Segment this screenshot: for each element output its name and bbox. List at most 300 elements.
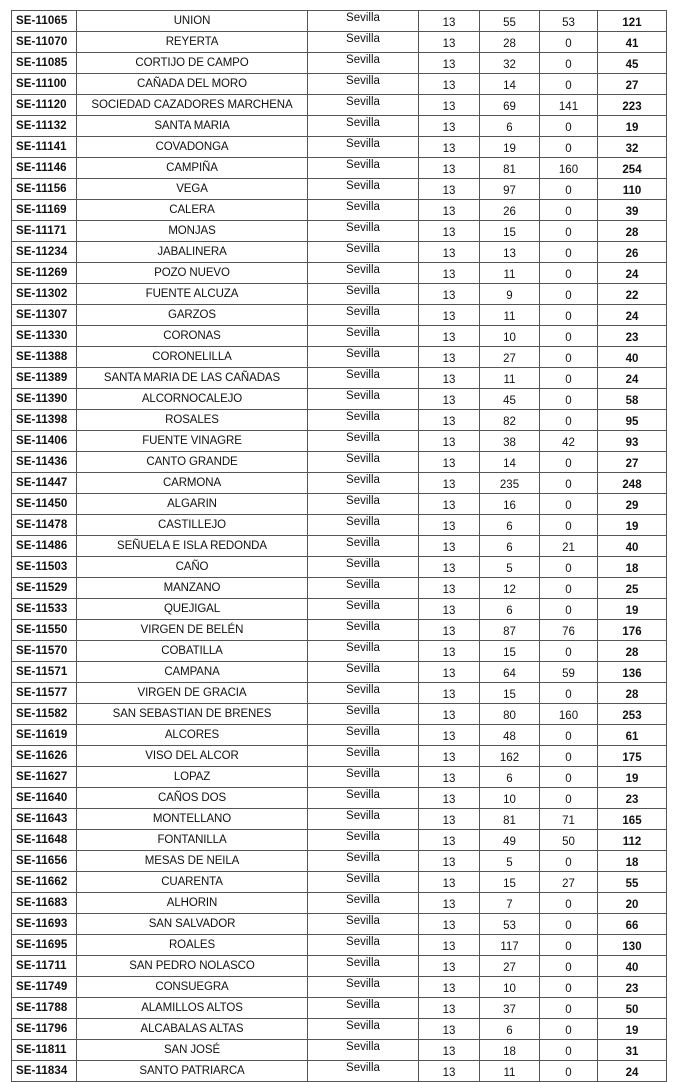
column-5-value: 117: [480, 935, 540, 956]
column-6-value: 141: [540, 95, 598, 116]
table-row: [12, 326, 667, 347]
table-row: [12, 977, 667, 998]
column-6-value: 0: [540, 557, 598, 578]
table-row: [12, 158, 667, 179]
area-code: SE-11571: [12, 662, 77, 683]
hunting-areas-table: [11, 10, 667, 1082]
column-4-value: 13: [419, 872, 480, 893]
column-5-value: 97: [480, 179, 540, 200]
total-value: 20: [598, 893, 667, 914]
area-name: CARMONA: [77, 473, 308, 494]
column-6-value: 0: [540, 893, 598, 914]
column-6-value: 0: [540, 347, 598, 368]
column-6-value: 0: [540, 32, 598, 53]
column-4-value: 13: [419, 53, 480, 74]
area-name: CAÑADA DEL MORO: [77, 74, 308, 95]
province: Sevilla: [308, 158, 419, 179]
table-row: [12, 431, 667, 452]
column-6-value: 0: [540, 410, 598, 431]
column-6-value: 0: [540, 284, 598, 305]
province: Sevilla: [308, 536, 419, 557]
table-row: [12, 389, 667, 410]
column-5-value: 64: [480, 662, 540, 683]
province: Sevilla: [308, 683, 419, 704]
column-4-value: 13: [419, 1019, 480, 1040]
table-row: [12, 11, 667, 32]
table-row: [12, 32, 667, 53]
province: Sevilla: [308, 578, 419, 599]
total-value: 176: [598, 620, 667, 641]
column-4-value: 13: [419, 956, 480, 977]
province: Sevilla: [308, 515, 419, 536]
column-6-value: 0: [540, 389, 598, 410]
province: Sevilla: [308, 620, 419, 641]
area-name: FUENTE ALCUZA: [77, 284, 308, 305]
column-4-value: 13: [419, 1061, 480, 1082]
column-5-value: 16: [480, 494, 540, 515]
total-value: 66: [598, 914, 667, 935]
total-value: 136: [598, 662, 667, 683]
table-row: [12, 704, 667, 725]
province: Sevilla: [308, 368, 419, 389]
column-4-value: 13: [419, 32, 480, 53]
column-4-value: 13: [419, 263, 480, 284]
province: Sevilla: [308, 662, 419, 683]
area-code: SE-11796: [12, 1019, 77, 1040]
table-row: [12, 95, 667, 116]
column-5-value: 45: [480, 389, 540, 410]
table-row: [12, 935, 667, 956]
column-5-value: 10: [480, 788, 540, 809]
column-6-value: 0: [540, 788, 598, 809]
column-6-value: 71: [540, 809, 598, 830]
total-value: 19: [598, 767, 667, 788]
column-6-value: 21: [540, 536, 598, 557]
total-value: 18: [598, 557, 667, 578]
column-5-value: 49: [480, 830, 540, 851]
column-5-value: 6: [480, 1019, 540, 1040]
area-code: SE-11307: [12, 305, 77, 326]
area-code: SE-11582: [12, 704, 77, 725]
province: Sevilla: [308, 788, 419, 809]
area-name: SAN SALVADOR: [77, 914, 308, 935]
table-row: [12, 1040, 667, 1061]
area-code: SE-11656: [12, 851, 77, 872]
area-code: SE-11577: [12, 683, 77, 704]
total-value: 22: [598, 284, 667, 305]
table-row: [12, 578, 667, 599]
table-row: [12, 851, 667, 872]
column-4-value: 13: [419, 788, 480, 809]
column-5-value: 55: [480, 11, 540, 32]
column-4-value: 13: [419, 515, 480, 536]
column-5-value: 53: [480, 914, 540, 935]
column-6-value: 0: [540, 1019, 598, 1040]
total-value: 25: [598, 578, 667, 599]
column-6-value: 76: [540, 620, 598, 641]
column-4-value: 13: [419, 200, 480, 221]
province: Sevilla: [308, 767, 419, 788]
province: Sevilla: [308, 725, 419, 746]
column-6-value: 0: [540, 746, 598, 767]
area-name: REYERTA: [77, 32, 308, 53]
area-code: SE-11085: [12, 53, 77, 74]
area-name: CORONAS: [77, 326, 308, 347]
area-name: SANTA MARIA DE LAS CAÑADAS: [77, 368, 308, 389]
column-5-value: 32: [480, 53, 540, 74]
area-code: SE-11398: [12, 410, 77, 431]
column-6-value: 0: [540, 116, 598, 137]
column-5-value: 6: [480, 599, 540, 620]
area-name: SANTA MARIA: [77, 116, 308, 137]
table-row: [12, 641, 667, 662]
column-5-value: 6: [480, 116, 540, 137]
province: Sevilla: [308, 914, 419, 935]
table-row: [12, 515, 667, 536]
area-code: SE-11436: [12, 452, 77, 473]
column-5-value: 235: [480, 473, 540, 494]
province: Sevilla: [308, 32, 419, 53]
column-5-value: 14: [480, 74, 540, 95]
table-row: [12, 809, 667, 830]
total-value: 24: [598, 368, 667, 389]
column-6-value: 0: [540, 473, 598, 494]
column-5-value: 82: [480, 410, 540, 431]
column-6-value: 0: [540, 305, 598, 326]
total-value: 26: [598, 242, 667, 263]
column-5-value: 37: [480, 998, 540, 1019]
column-6-value: 0: [540, 914, 598, 935]
column-6-value: 0: [540, 851, 598, 872]
column-6-value: 0: [540, 956, 598, 977]
area-name: COBATILLA: [77, 641, 308, 662]
area-code: SE-11811: [12, 1040, 77, 1061]
total-value: 27: [598, 452, 667, 473]
area-code: SE-11643: [12, 809, 77, 830]
area-name: CAMPIÑA: [77, 158, 308, 179]
column-6-value: 0: [540, 767, 598, 788]
province: Sevilla: [308, 326, 419, 347]
area-code: SE-11120: [12, 95, 77, 116]
area-name: CANTO GRANDE: [77, 452, 308, 473]
table-row: [12, 830, 667, 851]
total-value: 175: [598, 746, 667, 767]
column-6-value: 0: [540, 494, 598, 515]
column-6-value: 0: [540, 977, 598, 998]
column-6-value: 53: [540, 11, 598, 32]
total-value: 24: [598, 263, 667, 284]
area-name: FUENTE VINAGRE: [77, 431, 308, 452]
total-value: 112: [598, 830, 667, 851]
column-6-value: 59: [540, 662, 598, 683]
total-value: 29: [598, 494, 667, 515]
total-value: 254: [598, 158, 667, 179]
area-code: SE-11662: [12, 872, 77, 893]
total-value: 130: [598, 935, 667, 956]
area-code: SE-11503: [12, 557, 77, 578]
total-value: 45: [598, 53, 667, 74]
column-5-value: 11: [480, 368, 540, 389]
table-row: [12, 347, 667, 368]
column-5-value: 18: [480, 1040, 540, 1061]
total-value: 23: [598, 977, 667, 998]
total-value: 50: [598, 998, 667, 1019]
area-code: SE-11390: [12, 389, 77, 410]
province: Sevilla: [308, 179, 419, 200]
area-name: VIRGEN DE BELÉN: [77, 620, 308, 641]
area-name: ALCORES: [77, 725, 308, 746]
area-name: ALAMILLOS ALTOS: [77, 998, 308, 1019]
column-4-value: 13: [419, 305, 480, 326]
column-5-value: 13: [480, 242, 540, 263]
column-5-value: 81: [480, 158, 540, 179]
column-4-value: 13: [419, 368, 480, 389]
area-name: ALHORIN: [77, 893, 308, 914]
column-5-value: 6: [480, 767, 540, 788]
area-code: SE-11627: [12, 767, 77, 788]
area-code: SE-11533: [12, 599, 77, 620]
column-5-value: 162: [480, 746, 540, 767]
column-5-value: 87: [480, 620, 540, 641]
province: Sevilla: [308, 809, 419, 830]
province: Sevilla: [308, 263, 419, 284]
column-4-value: 13: [419, 662, 480, 683]
column-6-value: 0: [540, 935, 598, 956]
area-code: SE-11389: [12, 368, 77, 389]
area-name: CAMPANA: [77, 662, 308, 683]
column-5-value: 48: [480, 725, 540, 746]
total-value: 19: [598, 515, 667, 536]
column-5-value: 15: [480, 641, 540, 662]
table-row: [12, 557, 667, 578]
area-name: MONTELLANO: [77, 809, 308, 830]
area-name: QUEJIGAL: [77, 599, 308, 620]
total-value: 19: [598, 1019, 667, 1040]
column-6-value: 160: [540, 704, 598, 725]
column-5-value: 28: [480, 32, 540, 53]
table-row: [12, 536, 667, 557]
area-name: VIRGEN DE GRACIA: [77, 683, 308, 704]
table-row: [12, 914, 667, 935]
province: Sevilla: [308, 305, 419, 326]
column-4-value: 13: [419, 494, 480, 515]
total-value: 95: [598, 410, 667, 431]
province: Sevilla: [308, 998, 419, 1019]
column-6-value: 42: [540, 431, 598, 452]
total-value: 39: [598, 200, 667, 221]
total-value: 110: [598, 179, 667, 200]
area-code: SE-11478: [12, 515, 77, 536]
column-4-value: 13: [419, 74, 480, 95]
table-row: [12, 767, 667, 788]
column-4-value: 13: [419, 116, 480, 137]
column-6-value: 0: [540, 725, 598, 746]
column-6-value: 0: [540, 53, 598, 74]
table-row: [12, 137, 667, 158]
column-4-value: 13: [419, 431, 480, 452]
column-4-value: 13: [419, 389, 480, 410]
area-name: MANZANO: [77, 578, 308, 599]
province: Sevilla: [308, 977, 419, 998]
total-value: 27: [598, 74, 667, 95]
column-5-value: 38: [480, 431, 540, 452]
province: Sevilla: [308, 11, 419, 32]
province: Sevilla: [308, 452, 419, 473]
area-code: SE-11447: [12, 473, 77, 494]
column-4-value: 13: [419, 95, 480, 116]
column-4-value: 13: [419, 809, 480, 830]
area-code: SE-11619: [12, 725, 77, 746]
column-4-value: 13: [419, 746, 480, 767]
total-value: 28: [598, 683, 667, 704]
province: Sevilla: [308, 95, 419, 116]
column-6-value: 0: [540, 1040, 598, 1061]
area-code: SE-11711: [12, 956, 77, 977]
total-value: 19: [598, 116, 667, 137]
column-6-value: 0: [540, 683, 598, 704]
area-code: SE-11100: [12, 74, 77, 95]
area-code: SE-11171: [12, 221, 77, 242]
table-row: [12, 179, 667, 200]
column-6-value: 0: [540, 599, 598, 620]
column-5-value: 27: [480, 347, 540, 368]
total-value: 40: [598, 536, 667, 557]
area-name: CASTILLEJO: [77, 515, 308, 536]
area-name: CAÑO: [77, 557, 308, 578]
area-code: SE-11406: [12, 431, 77, 452]
column-4-value: 13: [419, 998, 480, 1019]
area-name: CALERA: [77, 200, 308, 221]
area-name: MESAS DE NEILA: [77, 851, 308, 872]
area-name: SAN PEDRO NOLASCO: [77, 956, 308, 977]
column-5-value: 7: [480, 893, 540, 914]
column-4-value: 13: [419, 326, 480, 347]
column-4-value: 13: [419, 557, 480, 578]
province: Sevilla: [308, 830, 419, 851]
column-5-value: 10: [480, 977, 540, 998]
area-name: UNION: [77, 11, 308, 32]
table-row: [12, 53, 667, 74]
area-code: SE-11450: [12, 494, 77, 515]
column-6-value: 0: [540, 74, 598, 95]
area-code: SE-11749: [12, 977, 77, 998]
area-code: SE-11788: [12, 998, 77, 1019]
table-row: [12, 284, 667, 305]
area-name: ALCORNOCALEJO: [77, 389, 308, 410]
column-5-value: 11: [480, 263, 540, 284]
column-4-value: 13: [419, 137, 480, 158]
column-4-value: 13: [419, 977, 480, 998]
total-value: 93: [598, 431, 667, 452]
table-row: [12, 368, 667, 389]
total-value: 24: [598, 1061, 667, 1082]
column-4-value: 13: [419, 641, 480, 662]
province: Sevilla: [308, 1061, 419, 1082]
province: Sevilla: [308, 221, 419, 242]
province: Sevilla: [308, 53, 419, 74]
table-row: [12, 1061, 667, 1082]
table-row: [12, 221, 667, 242]
province: Sevilla: [308, 851, 419, 872]
province: Sevilla: [308, 1019, 419, 1040]
total-value: 24: [598, 305, 667, 326]
total-value: 23: [598, 788, 667, 809]
area-name: ROSALES: [77, 410, 308, 431]
column-6-value: 0: [540, 998, 598, 1019]
column-4-value: 13: [419, 704, 480, 725]
area-code: SE-11834: [12, 1061, 77, 1082]
province: Sevilla: [308, 242, 419, 263]
area-code: SE-11070: [12, 32, 77, 53]
table-row: [12, 494, 667, 515]
province: Sevilla: [308, 74, 419, 95]
area-code: SE-11486: [12, 536, 77, 557]
province: Sevilla: [308, 200, 419, 221]
column-6-value: 0: [540, 242, 598, 263]
column-5-value: 69: [480, 95, 540, 116]
column-6-value: 27: [540, 872, 598, 893]
total-value: 40: [598, 956, 667, 977]
area-name: MONJAS: [77, 221, 308, 242]
area-name: SAN SEBASTIAN DE BRENES: [77, 704, 308, 725]
table-row: [12, 116, 667, 137]
area-code: SE-11141: [12, 137, 77, 158]
area-name: ALCABALAS ALTAS: [77, 1019, 308, 1040]
column-5-value: 81: [480, 809, 540, 830]
area-code: SE-11550: [12, 620, 77, 641]
province: Sevilla: [308, 893, 419, 914]
column-6-value: 0: [540, 326, 598, 347]
area-name: SAN JOSÉ: [77, 1040, 308, 1061]
column-4-value: 13: [419, 284, 480, 305]
area-name: FONTANILLA: [77, 830, 308, 851]
column-6-value: 0: [540, 200, 598, 221]
table-row: [12, 452, 667, 473]
column-4-value: 13: [419, 242, 480, 263]
column-6-value: 0: [540, 368, 598, 389]
column-4-value: 13: [419, 347, 480, 368]
column-5-value: 6: [480, 515, 540, 536]
column-6-value: 0: [540, 263, 598, 284]
province: Sevilla: [308, 389, 419, 410]
table-row: [12, 410, 667, 431]
area-code: SE-11302: [12, 284, 77, 305]
column-6-value: 0: [540, 221, 598, 242]
area-code: SE-11529: [12, 578, 77, 599]
province: Sevilla: [308, 431, 419, 452]
table-row: [12, 74, 667, 95]
area-name: SOCIEDAD CAZADORES MARCHENA: [77, 95, 308, 116]
table-body: [12, 11, 667, 1082]
column-5-value: 27: [480, 956, 540, 977]
area-code: SE-11640: [12, 788, 77, 809]
column-5-value: 15: [480, 872, 540, 893]
area-name: CORONELILLA: [77, 347, 308, 368]
province: Sevilla: [308, 410, 419, 431]
total-value: 253: [598, 704, 667, 725]
table-row: [12, 1019, 667, 1040]
column-5-value: 19: [480, 137, 540, 158]
total-value: 19: [598, 599, 667, 620]
area-code: SE-11269: [12, 263, 77, 284]
column-5-value: 5: [480, 557, 540, 578]
column-6-value: 0: [540, 578, 598, 599]
total-value: 121: [598, 11, 667, 32]
total-value: 248: [598, 473, 667, 494]
column-5-value: 5: [480, 851, 540, 872]
total-value: 165: [598, 809, 667, 830]
area-name: COVADONGA: [77, 137, 308, 158]
